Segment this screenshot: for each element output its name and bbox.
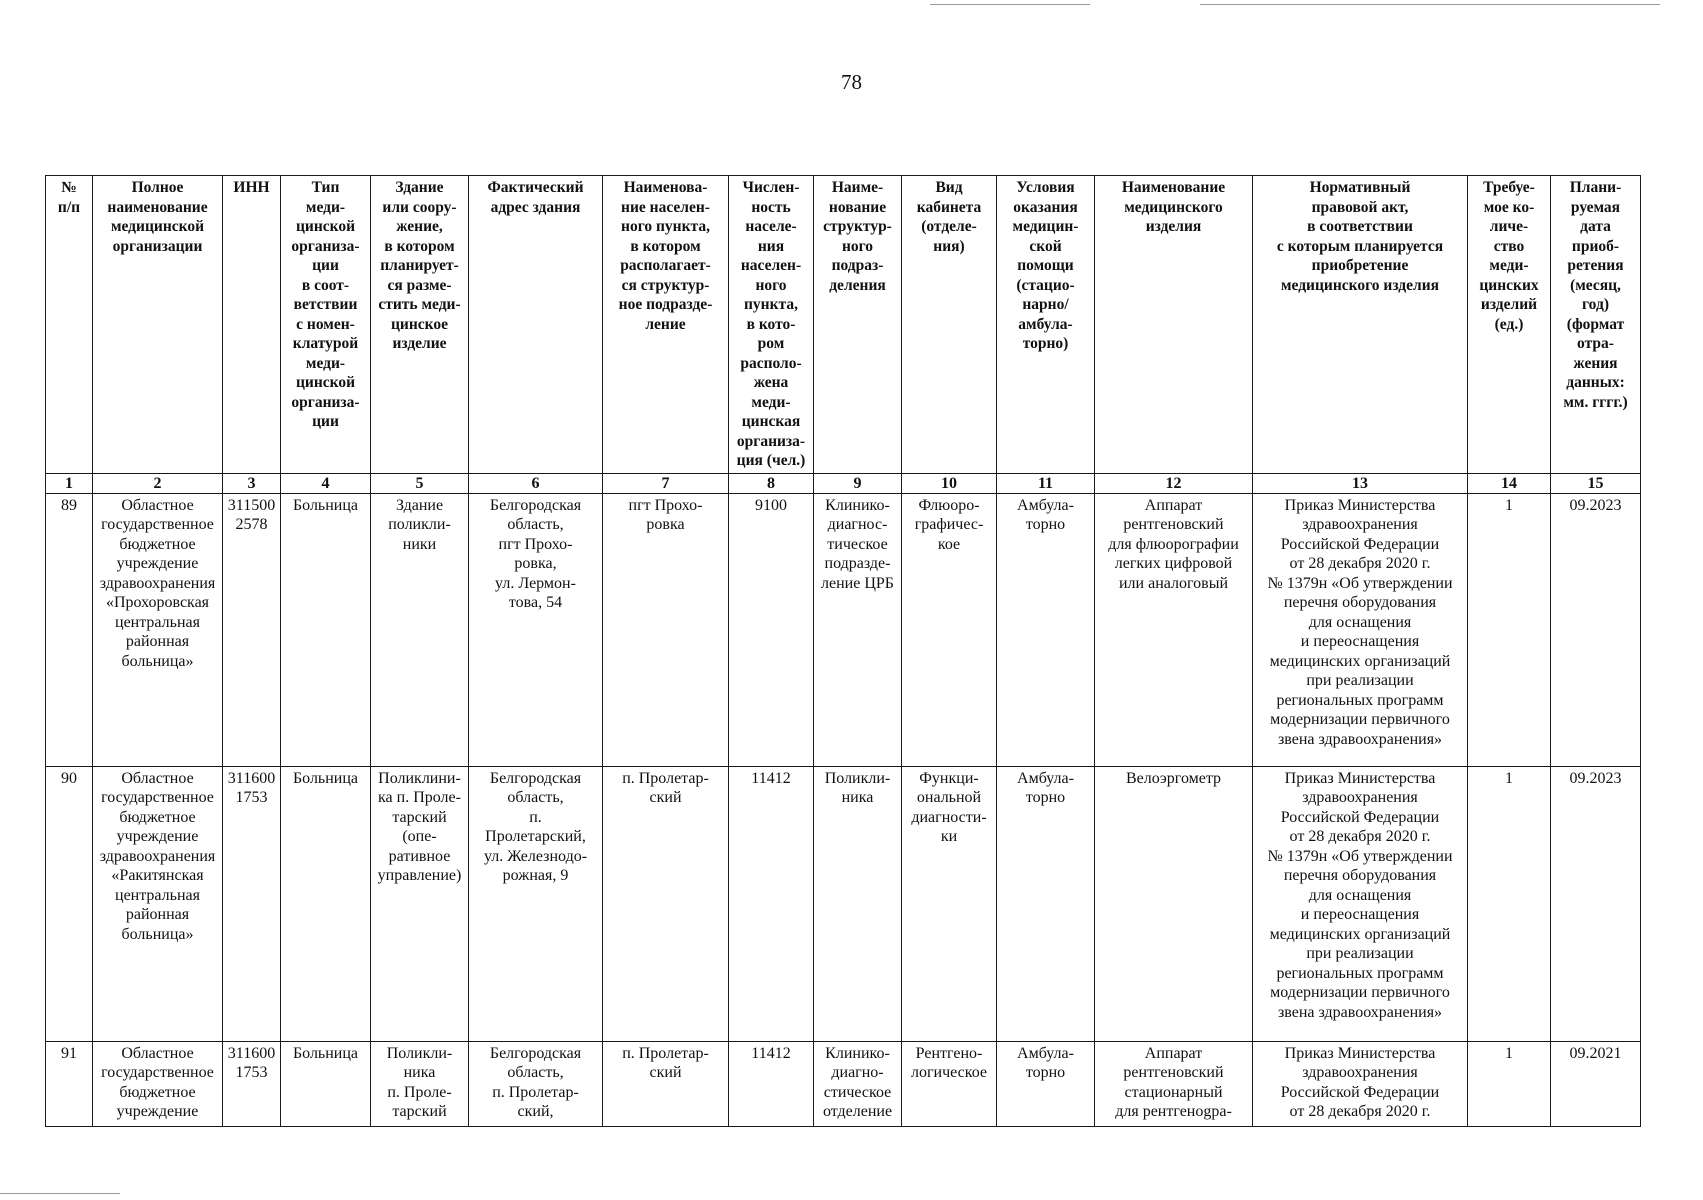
cell-device: Аппарат рентгеновский для флюорографии легких цифровой или аналоговый — [1095, 493, 1253, 766]
cell-quantity: 1 — [1468, 493, 1551, 766]
cell-building: Поликли- ника п. Проле- тарский — [371, 1041, 469, 1126]
header-cabinet: Вид кабинета (отделе- ния) — [902, 176, 997, 474]
cell-inn: 311600 1753 — [223, 766, 281, 1041]
column-number: 1 — [46, 473, 93, 493]
header-conditions: Условия оказания медицин- ской помощи (стацио- нарно/ амбула- торно) — [997, 176, 1095, 474]
cell-conditions: Амбула- торно — [997, 766, 1095, 1041]
cell-quantity: 1 — [1468, 766, 1551, 1041]
table-row — [46, 493, 1641, 766]
column-number: 3 — [223, 473, 281, 493]
cell-address: Белгородская область, пгт Прохо- ровка, ул. Лермон- това, 54 — [469, 493, 603, 766]
cell-org-type: Больница — [281, 493, 371, 766]
medical-equipment-table — [45, 175, 1641, 1127]
cell-organization: Областное государственное бюджетное учреждение здравоохранения «Прохоровская центральная районная больница» — [93, 493, 223, 766]
header-population: Числен- ность населе- ния населен- ного пункта, в кото- ром располо- жена меди- цинская организа- ция (чел.) — [729, 176, 814, 474]
cell-population: 9100 — [729, 493, 814, 766]
cell-number: 90 — [46, 766, 93, 1041]
cell-address: Белгородская область, п. Пролетарский, ул. Железнодо- рожная, 9 — [469, 766, 603, 1041]
cell-building: Здание поликли- ники — [371, 493, 469, 766]
header-settlement: Наименова- ние населен- ного пункта, в котором располагает- ся структур- ное подразде- ление — [603, 176, 729, 474]
column-number-row — [46, 473, 1641, 493]
cell-conditions: Амбула- торно — [997, 493, 1095, 766]
cell-date: 09.2023 — [1551, 766, 1641, 1041]
column-number: 4 — [281, 473, 371, 493]
column-number: 12 — [1095, 473, 1253, 493]
cell-legal-act: Приказ Министерства здравоохранения Российской Федерации от 28 декабря 2020 г. № 1379н «Об утверждении перечня оборудования для оснащения и переоснащения медицинских организаций при реализации региональных программ модернизации первичного звена здравоохранения» — [1253, 766, 1468, 1041]
header-device: Наименование медицинского изделия — [1095, 176, 1253, 474]
column-number: 9 — [814, 473, 902, 493]
header-address: Фактический адрес здания — [469, 176, 603, 474]
table-header-row — [46, 176, 1641, 474]
cell-quantity: 1 — [1468, 1041, 1551, 1126]
column-number: 6 — [469, 473, 603, 493]
cell-cabinet: Рентгено- логическое — [902, 1041, 997, 1126]
cell-population: 11412 — [729, 1041, 814, 1126]
cell-legal-act: Приказ Министерства здравоохранения Российской Федерации от 28 декабря 2020 г. — [1253, 1041, 1468, 1126]
column-number: 5 — [371, 473, 469, 493]
cell-conditions: Амбула- торно — [997, 1041, 1095, 1126]
cell-settlement: п. Пролетар- ский — [603, 1041, 729, 1126]
cell-cabinet: Функци- ональной диагности- ки — [902, 766, 997, 1041]
header-organization: Полное наименование медицинской организации — [93, 176, 223, 474]
header-quantity: Требуе- мое ко- личе- ство меди- цинских изделий (ед.) — [1468, 176, 1551, 474]
cell-division: Клинико- диагнос- тическое подразде- ление ЦРБ — [814, 493, 902, 766]
cell-number: 89 — [46, 493, 93, 766]
column-number: 7 — [603, 473, 729, 493]
column-number: 11 — [997, 473, 1095, 493]
header-date: Плани- руемая дата приоб- ретения (месяц, год) (формат отра- жения данных: мм. гггг.) — [1551, 176, 1641, 474]
page-number: 78 — [841, 70, 862, 94]
column-number: 8 — [729, 473, 814, 493]
cell-date: 09.2021 — [1551, 1041, 1641, 1126]
table-row — [46, 766, 1641, 1041]
scan-edge-line-bottom — [0, 1193, 120, 1194]
cell-device: Аппарат рентгеновский стационарный для рентгенogра- — [1095, 1041, 1253, 1126]
cell-date: 09.2023 — [1551, 493, 1641, 766]
cell-organization: Областное государственное бюджетное учреждение — [93, 1041, 223, 1126]
cell-division: Поликли- ника — [814, 766, 902, 1041]
cell-number: 91 — [46, 1041, 93, 1126]
header-number: № п/п — [46, 176, 93, 474]
cell-population: 11412 — [729, 766, 814, 1041]
scan-edge-line-left — [930, 4, 1090, 5]
column-number: 15 — [1551, 473, 1641, 493]
column-number: 13 — [1253, 473, 1468, 493]
cell-division: Клинико- диагно- стическое отделение — [814, 1041, 902, 1126]
header-building: Здание или соору- жение, в котором планирует- ся разме- стить меди- цинское изделие — [371, 176, 469, 474]
cell-inn: 311500 2578 — [223, 493, 281, 766]
column-number: 10 — [902, 473, 997, 493]
cell-inn: 311600 1753 — [223, 1041, 281, 1126]
cell-building: Поликлини- ка п. Проле- тарский (опе- ративное управление) — [371, 766, 469, 1041]
cell-org-type: Больница — [281, 1041, 371, 1126]
header-division: Наиме- нование структур- ного подраз- деления — [814, 176, 902, 474]
cell-org-type: Больница — [281, 766, 371, 1041]
header-org-type: Тип меди- цинской организа- ции в соот- ветствии с номен- клатурой меди- цинской организа- ции — [281, 176, 371, 474]
cell-device: Велоэргометр — [1095, 766, 1253, 1041]
cell-address: Белгородская область, п. Пролетар- ский, — [469, 1041, 603, 1126]
cell-cabinet: Флюоро- графичес- кое — [902, 493, 997, 766]
column-number: 14 — [1468, 473, 1551, 493]
table-row — [46, 1041, 1641, 1126]
cell-legal-act: Приказ Министерства здравоохранения Российской Федерации от 28 декабря 2020 г. № 1379н «Об утверждении перечня оборудования для оснащения и переоснащения медицинских организаций при реализации региональных программ модернизации первичного звена здравоохранения» — [1253, 493, 1468, 766]
cell-organization: Областное государственное бюджетное учреждение здравоохранения «Ракитянская центральная районная больница» — [93, 766, 223, 1041]
header-legal-act: Нормативный правовой акт, в соответствии с которым планируется приобретение медицинского изделия — [1253, 176, 1468, 474]
cell-settlement: пгт Прохо- ровка — [603, 493, 729, 766]
cell-settlement: п. Пролетар- ский — [603, 766, 729, 1041]
column-number: 2 — [93, 473, 223, 493]
scan-edge-line-right — [1200, 4, 1660, 5]
header-inn: ИНН — [223, 176, 281, 474]
